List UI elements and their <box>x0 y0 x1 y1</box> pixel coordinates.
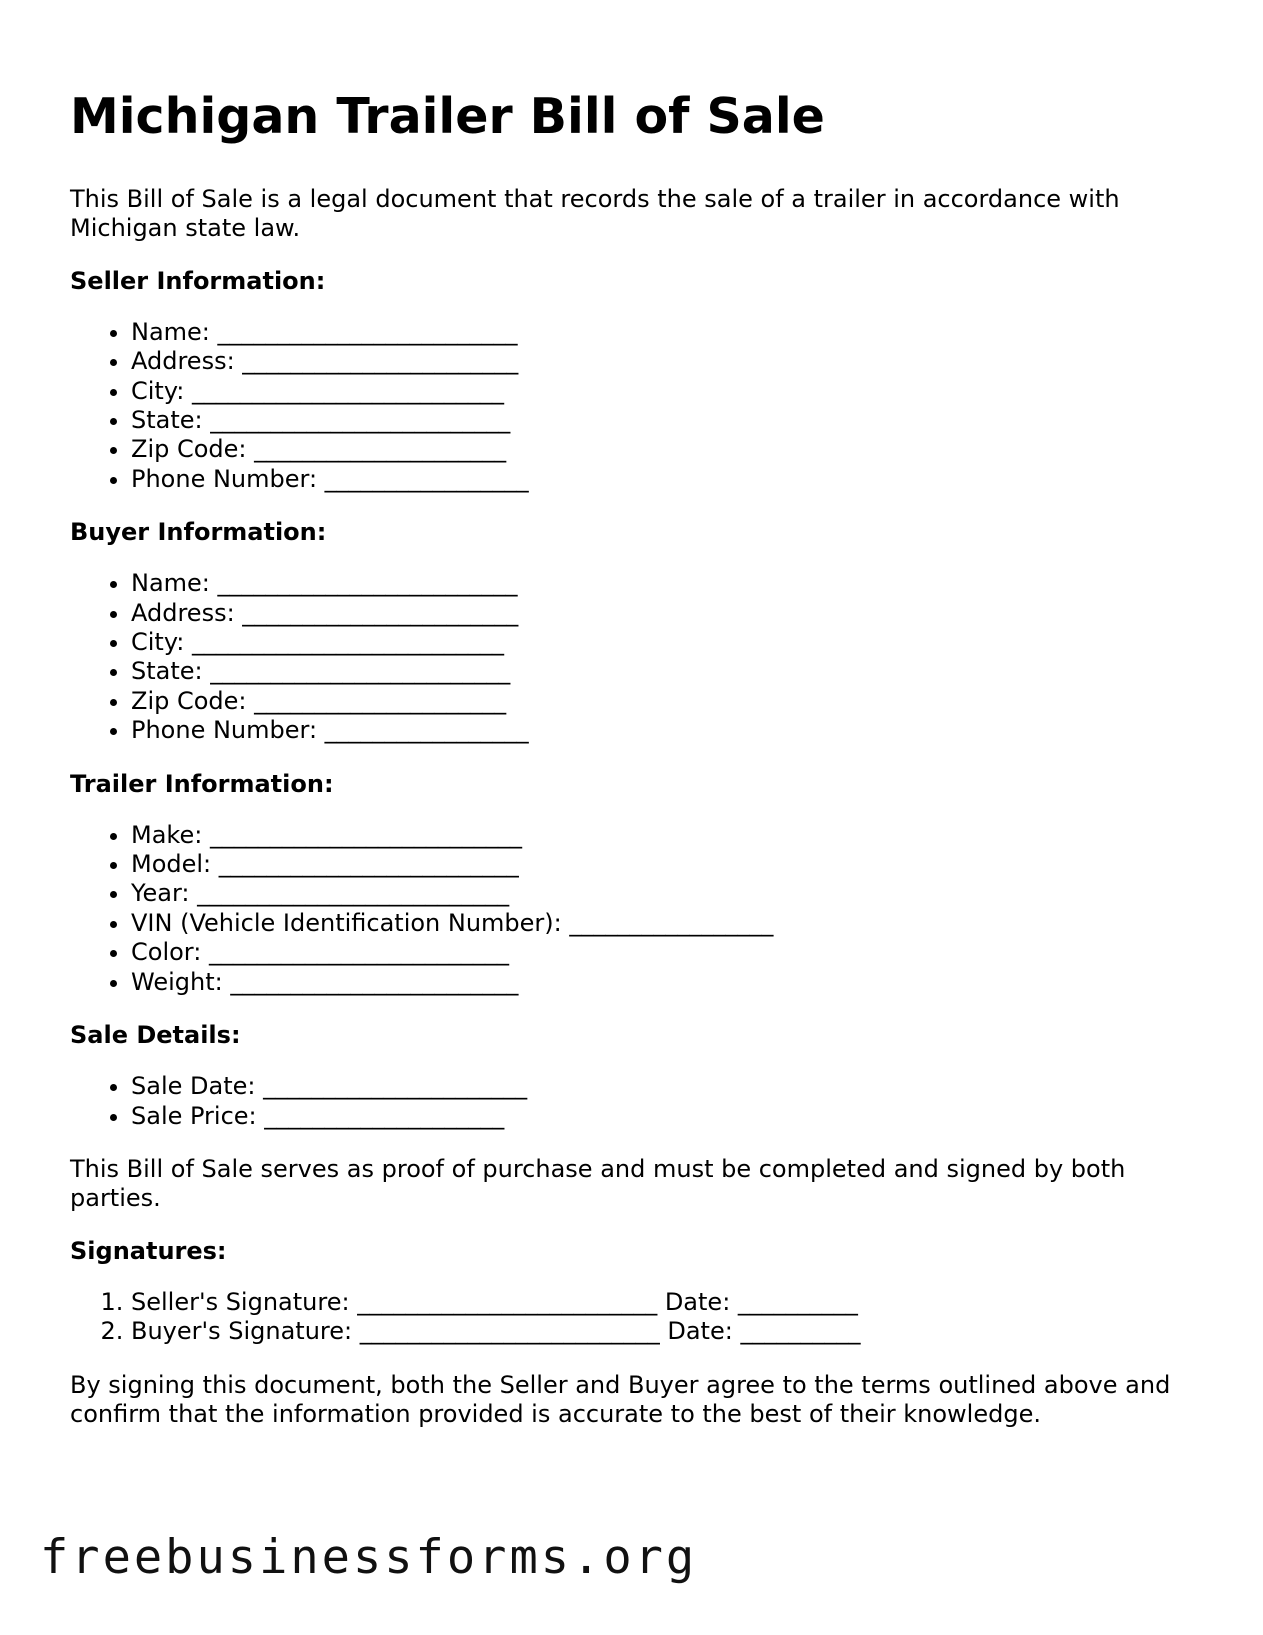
sale-heading: Sale Details: <box>70 1021 241 1050</box>
seller-signature-line: 1. Seller's Signature: _________________________ Date: __________ <box>131 1288 1200 1317</box>
trailer-color-field: • Color: _________________________ <box>131 938 1200 967</box>
seller-fields-list <box>70 318 1200 494</box>
sale-price-field: • Sale Price: ____________________ <box>131 1102 1200 1131</box>
buyer-address-field: • Address: _______________________ <box>131 599 1200 628</box>
buyer-signature-line: 2. Buyer's Signature: _________________________ Date: __________ <box>131 1317 1200 1346</box>
signatures-heading: Signatures: <box>70 1236 227 1265</box>
proof-paragraph: This Bill of Sale serves as proof of purchase and must be completed and signed by both parties. <box>70 1154 1126 1212</box>
seller-city-field: • City: __________________________ <box>131 377 1200 406</box>
buyer-heading: Buyer Information: <box>70 518 327 547</box>
buyer-zip-field: • Zip Code: _____________________ <box>131 687 1200 716</box>
closing-paragraph: By signing this document, both the Seller and Buyer agree to the terms outlined above and confirm that the information provided is accurate to the best of their knowledge. <box>70 1370 1171 1428</box>
trailer-weight-field: • Weight: ________________________ <box>131 968 1200 997</box>
seller-phone-field: • Phone Number: _________________ <box>131 465 1200 494</box>
trailer-make-field: • Make: __________________________ <box>131 821 1200 850</box>
document-page <box>70 80 1200 1453</box>
trailer-heading: Trailer Information: <box>70 769 334 798</box>
buyer-state-field: • State: _________________________ <box>131 657 1200 686</box>
signatures-list <box>70 1288 1200 1347</box>
seller-heading: Seller Information: <box>70 266 326 295</box>
buyer-fields-list <box>70 569 1200 745</box>
buyer-phone-field: • Phone Number: _________________ <box>131 716 1200 745</box>
trailer-model-field: • Model: _________________________ <box>131 850 1200 879</box>
buyer-name-field: • Name: _________________________ <box>131 569 1200 598</box>
trailer-year-field: • Year: __________________________ <box>131 879 1200 908</box>
seller-address-field: • Address: _______________________ <box>131 347 1200 376</box>
trailer-fields-list <box>70 821 1200 997</box>
intro-paragraph: This Bill of Sale is a legal document that records the sale of a trailer in accordance with Michigan state law. <box>70 184 1120 242</box>
sale-date-field: • Sale Date: ______________________ <box>131 1072 1200 1101</box>
watermark-text: freebusinessforms.org <box>40 1530 698 1585</box>
document-title: Michigan Trailer Bill of Sale <box>70 88 825 145</box>
buyer-city-field: • City: __________________________ <box>131 628 1200 657</box>
sale-fields-list <box>70 1072 1200 1131</box>
seller-zip-field: • Zip Code: _____________________ <box>131 435 1200 464</box>
seller-name-field: • Name: _________________________ <box>131 318 1200 347</box>
trailer-vin-field: • VIN (Vehicle Identification Number): _________________ <box>131 909 1200 938</box>
seller-state-field: • State: _________________________ <box>131 406 1200 435</box>
